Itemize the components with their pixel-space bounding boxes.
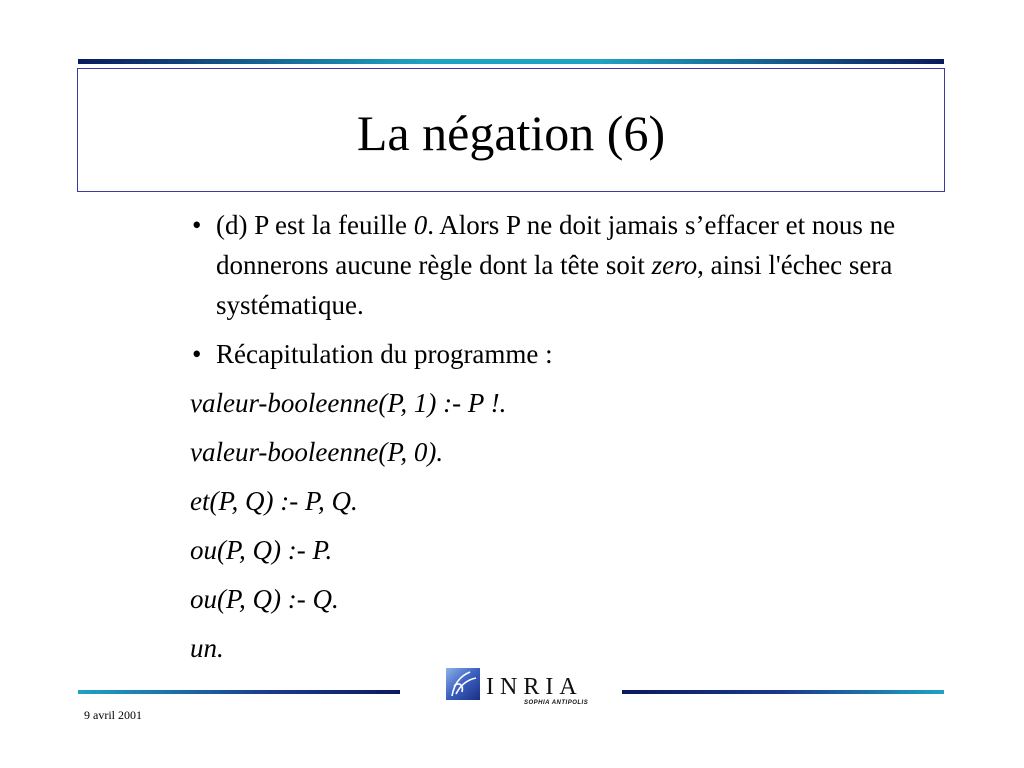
code-line: et(P, Q) :- P, Q. [190,486,358,516]
bullet-italic-zero-word: zero [651,250,698,280]
bottom-divider-left [78,690,400,694]
bullet-text-part: (d) P est la feuille [216,210,414,240]
code-line: valeur-booleenne(P, 0). [190,437,444,467]
bullet-italic-zero: 0 [413,210,428,240]
bullet-text: Récapitulation du programme : [216,339,553,369]
bullet-item [190,205,940,325]
logo-subtitle: SOPHIA ANTIPOLIS [524,700,589,706]
title-box [77,68,945,192]
footer-date: 9 avril 2001 [84,708,142,722]
slide-title: La négation (6) [356,105,666,161]
bottom-divider-right [622,690,944,694]
bullet-text-part: , ainsi l'échec sera systématique. [216,250,893,320]
logo-name: INRIA [486,674,583,700]
inria-logo [444,664,600,712]
bullet-mark: • [192,210,202,240]
slide-content [190,205,940,677]
bullet-item [190,334,940,374]
bullet-text-part: . Alors P ne doit jamais s’effacer et nous ne donnerons aucune règle dont la tête soit [216,210,896,280]
top-divider [78,59,944,64]
inria-logo-icon [444,664,484,704]
bullet-mark: • [192,339,202,369]
code-line: ou(P, Q) :- Q. [190,584,339,614]
code-line: ou(P, Q) :- P. [190,535,333,565]
code-line: valeur-booleenne(P, 1) :- P !. [190,388,507,418]
code-line: un. [190,633,224,663]
